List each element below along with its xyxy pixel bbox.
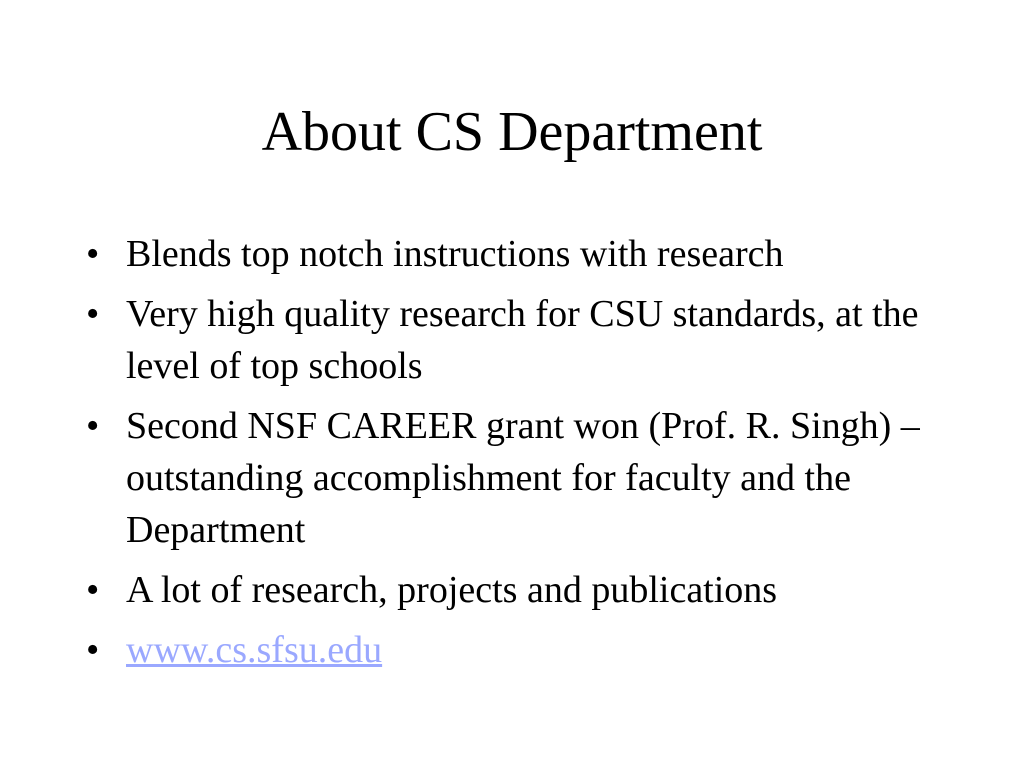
bullet-marker: • bbox=[86, 629, 100, 671]
bullet-text: A lot of research, projects and publications bbox=[126, 569, 778, 611]
bullet-item-4 bbox=[86, 564, 946, 616]
bullet-item-3 bbox=[86, 400, 946, 556]
bullet-item-2 bbox=[86, 288, 946, 392]
bullet-marker: • bbox=[86, 293, 100, 335]
bullet-list bbox=[86, 228, 946, 684]
bullet-text: Blends top notch instructions with research bbox=[126, 233, 784, 275]
bullet-item-link bbox=[86, 624, 946, 676]
bullet-text: Very high quality research for CSU standards, at the level of top schools bbox=[126, 293, 919, 387]
bullet-text: Second NSF CAREER grant won (Prof. R. Singh) – outstanding accomplishment for faculty and the Department bbox=[126, 405, 920, 551]
bullet-item-1 bbox=[86, 228, 946, 280]
bullet-link-container bbox=[126, 624, 946, 676]
bullet-marker: • bbox=[86, 233, 100, 275]
bullet-marker: • bbox=[86, 405, 100, 447]
bullet-marker: • bbox=[86, 569, 100, 611]
slide-title: About CS Department bbox=[261, 101, 763, 163]
department-website-link[interactable]: www.cs.sfsu.edu bbox=[126, 629, 383, 671]
